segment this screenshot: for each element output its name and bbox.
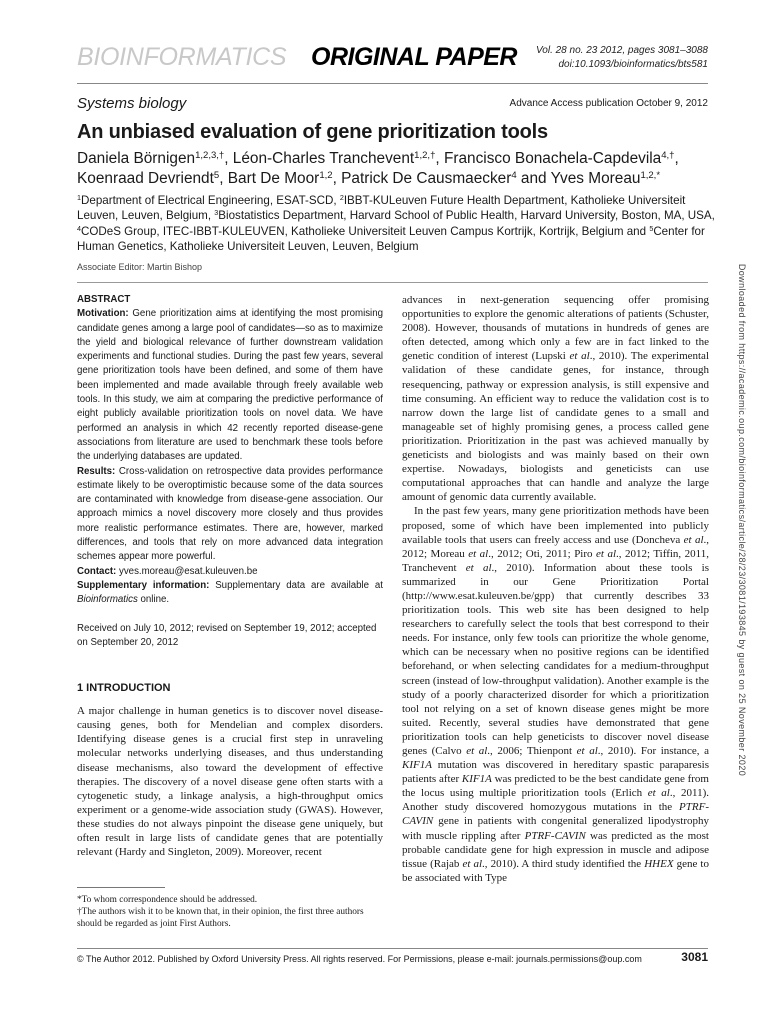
text-run: was predicted to be the best candidate gene from the locus using multiple prioritization tools (Erlich [402,773,709,800]
et-al: et al [468,547,489,560]
affiliations [77,193,717,254]
volume-pages: Vol. 28 no. 23 2012, pages 3081–3088 [535,45,708,56]
intro-paragraph-continued [402,293,709,504]
gene-name: PTRF-CAVIN [524,829,586,842]
author-name: Francisco Bonachela-Capdevila [443,150,662,167]
author-separator: , [219,170,228,187]
motivation-text: Gene prioritization aims at identifying the most promising candidate genes among a large pool of candidates—so as to maximize the yield and biological relevance of further downstream validation experiments and functional studies. During the past few years, several gene prioritization tools have been defined, and some of them have been implemented and made available through freely available web tools. In this study, we aim at comparing the predictive performance of eight publicly available prioritization tools on novel data. We have performed an analysis in which 42 recently reported disease-gene associations from literature are used to benchmark these tools before the underlying databases are updated. [77,308,383,463]
text-run: gene to be associated with Type [402,857,709,884]
intro-paragraph: A major challenge in human genetics is to discover novel disease-causing genes, both for Mendelian and complex disorders. Identifying disease genes is a crucial first step in unraveling molecular networks underlying diseases, and thus understanding disease mechanisms, also toward the development of effective therapies. The discovery of a novel disease gene often starts with a cytogenetic study, a linkage analysis, a high-throughput omics experiment or a genome-wide association study (GWAS). However, these studies do not always pinpoint the disease gene uniquely, but often result in large lists of candidate genes that are potentially relevant (Hardy and Singleton, 2009). Moreover, recent [77,705,383,859]
abstract-motivation [77,307,383,464]
et-al: et al [465,561,492,574]
supplementary-end: online. [137,594,170,606]
supplementary-label: Supplementary information: [77,579,210,591]
supplementary-journal: Bioinformatics [77,594,138,606]
author-separator: and [516,170,551,187]
author-affil-mark: 1,2,3,† [195,149,225,161]
text-run: ., 2012; Oti, 2011; Piro [488,547,597,560]
motivation-label: Motivation: [77,308,129,320]
author-name: Patrick De Causmaecker [341,170,512,187]
et-al: et al [647,787,670,800]
text-run: ., 2010). For instance, a [597,745,710,757]
et-al: et al [569,350,590,363]
text-run: ., 2010). A third study identified the [482,857,645,870]
footnote-correspondence: *To whom correspondence should be addressed. [77,895,258,906]
supplementary-text: Supplementary data are available at [209,579,383,591]
associate-editor: Associate Editor: Martin Bishop [77,262,203,272]
download-watermark [735,240,749,800]
received-dates: Received on July 10, 2012; revised on September 19, 2012; accepted on September 20, 2012 [77,622,377,648]
text-run: In the past few years, many gene prioritization methods have been proposed, some of which have been implemented into publicly available tools that users can freely access and use (Doncheva [402,505,709,546]
author-name: Yves Moreau [550,170,641,187]
affil-mark: 4 [77,223,81,233]
footnote-joint-authors: †The authors wish it to be known that, in their opinion, the first three authors should be regarded as joint First Authors. [77,907,364,930]
right-column [402,293,709,885]
author-separator: , [674,150,679,167]
author-separator: , [332,170,342,187]
abstract-contact [77,565,383,579]
intro-paragraph-2 [402,504,709,885]
author-name: Léon-Charles Tranchevent [232,150,415,167]
gene-name: KIF1A [461,773,492,786]
gene-name: HHEX [644,857,674,870]
author-affil-mark: 1,2 [319,169,333,181]
gene-name: PTRF-CAVIN [402,801,709,828]
gene-name: KIF1A [402,759,432,772]
affiliation: CODeS Group, ITEC-IBBT-KULEUVEN, Katholieke Universiteit Leuven Campus Kortrijk, Kortrijk, Belgium and [81,224,650,238]
copyright-notice: © The Author 2012. Published by Oxford University Press. All rights reserved. For Permissions, please e-mail: journals.permissions@oup.com [77,954,642,964]
contact-label: Contact: [77,565,117,577]
results-label: Results: [77,465,116,477]
section-heading-introduction: 1 INTRODUCTION [77,682,171,695]
author-separator: , [224,150,233,167]
results-text: Cross-validation on retrospective data provides performance estimate likely to be overoptimistic because some of the data sources are contaminated with knowledge from disease-gene association. Our approach mimics a novel discovery more closely and thus provides more realistic performance estimates. There are, however, marked differences, and tools that rely on more advanced data integration schemes appear more powerful. [77,465,383,563]
text-run: ., 2012; Moreau [402,533,709,560]
text-run: mutation was discovered in hereditary spastic paraparesis patients after [402,759,709,786]
journal-name: BIOINFORMATICS [77,43,287,71]
affil-mark: 3 [214,208,219,218]
text-run: ., 2006; Thienpont [487,745,577,757]
contact-email[interactable]: yves.moreau@esat.kuleuven.be [116,565,258,577]
paper-type: ORIGINAL PAPER [311,43,517,71]
download-note: Downloaded from https://academic.oup.com/bioinformatics/article/28/23/3081/193845 by guest on 25 November 2020 [737,263,747,777]
affiliation: Biostatistics Department, Harvard School of Public Health, Harvard University, Boston, MA, USA, [218,209,715,223]
affiliation: IBBT-KULeuven Future Health Department, Katholieke Universiteit Leuven, Leuven, Belgium, [77,194,686,223]
affiliation: Department of Electrical Engineering, ESAT-SCD, [81,194,340,207]
text-run: advances in next-generation sequencing offer promising opportunities to explore the genomic alterations of patients (Schuster, 2008). However, thousands of mutations in hundreds of genes are often detected, among which only a few are in fact linked to the genetic condition of interest (Lupski [402,294,709,363]
et-al: et al [576,745,598,757]
affil-mark: 5 [649,223,654,233]
page-number: 3081 [681,950,708,964]
author-separator: , [435,150,444,167]
affil-mark: 2 [339,193,344,203]
abstract-heading: ABSTRACT [77,294,131,305]
abstract-supplementary [77,579,383,608]
text-run: gene in patients with congenital generalized lipodystrophy with muscle rippling after [402,815,709,842]
et-al: et al [466,745,488,757]
footer-rule [77,948,708,949]
abstract-rule [77,282,708,283]
volume-info [536,44,708,72]
author-affil-mark: 5 [213,169,220,181]
author-name: Daniela Börnigen [77,150,196,167]
affil-mark: 1 [77,193,81,203]
author-name: Bart De Moor [227,170,320,187]
left-column [77,293,383,930]
advance-access-date: Advance Access publication October 9, 2012 [509,98,708,109]
author-list [77,149,717,189]
author-name: Koenraad Devriendt [77,170,214,187]
et-al: et al [683,533,704,546]
author-affil-mark: 1,2,† [414,149,436,161]
text-run: ., 2010). Information about these tools is summarized in our Gene Prioritization Portal (http://www.esat.kuleuven.be/gpp) that currently describes 33 prioritization tools. This web site has been designed to help researchers to carefully select the tools that best correspond to their needs. For instance, only few tools can prioritize the whole genome, which can be necessary when no positive regions can be identified beforehand, or when selecting candidates for a medium-throughput screen (instead of low-throughput validation). Another example is the study of a poorly characterized disorder for which a prioritization tool not relying on a set of known disease genes might be more suited. Recently, several studies have demonstrated that gene prioritization tools can help geneticists to discover novel disease genes (Calvo [402,561,709,757]
text-run: ., 2011). Another study discovered homozygous mutations in the [402,787,709,814]
doi-link[interactable]: doi:10.1093/bioinformatics/bts581 [558,59,708,70]
et-al: et al [596,547,617,560]
author-affil-mark: 4,† [661,149,675,161]
paper-title: An unbiased evaluation of gene prioritization tools [77,121,548,143]
section-label: Systems biology [77,95,187,112]
author-affil-mark: 4 [511,169,517,181]
header-rule [77,83,708,84]
affiliation: Center for Human Genetics, Katholieke Universiteit Leuven, Leuven, Belgium [77,224,705,253]
author-affil-mark: 1,2,* [640,169,661,181]
text-run: ., 2012; Tiffin, 2011, Tranchevent [402,547,709,574]
text-run: ., 2010). The experimental validation of these candidate genes, for instance, through resequencing, pathway or expression analysis, is still expensive and time consuming. An efficient way to reduce the validation cost is to narrow down the large list of candidate genes to a small and manageable set of highly promising genes, a process called gene prioritization. Prioritization in the past was achieved manually by geneticists and biologists and was mainly based on their own expertise. Nowadays, biologists and geneticists can use computational approaches that can handle and analyze the large amount of genomic data currently available. [402,350,709,504]
et-al: et al [462,857,483,870]
footnote-rule [77,887,165,888]
text-run: was predicted as the most probable candidate gene for high expression in muscle and adipose tissue (Rajab [402,829,709,870]
abstract-results [77,465,383,565]
